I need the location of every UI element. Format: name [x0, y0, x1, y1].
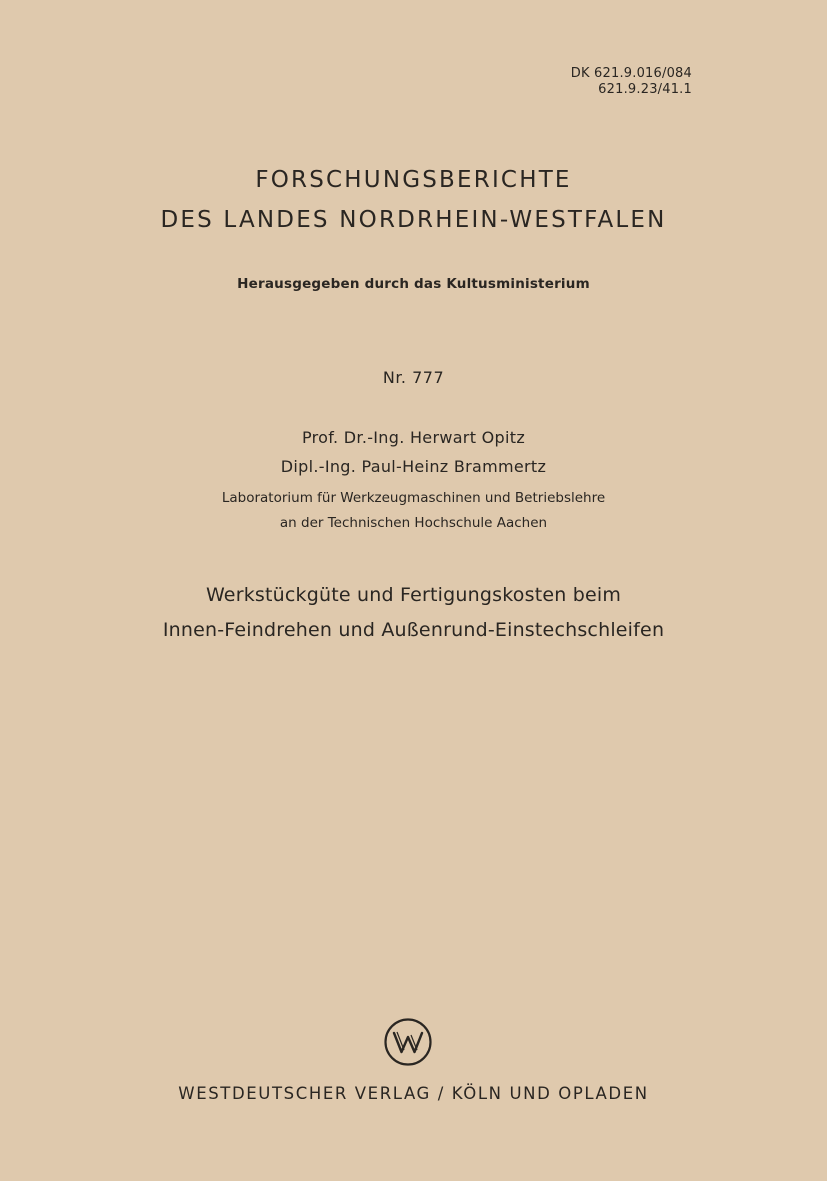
classification-line-2: 621.9.23/41.1	[598, 82, 692, 97]
author-2: Dipl.-Ing. Paul-Heinz Brammertz	[280, 457, 547, 476]
report-number: Nr. 777	[382, 368, 445, 387]
classification-line-1: DK 621.9.016/084	[570, 66, 692, 81]
series-title-line-2: DES LANDES NORDRHEIN-WESTFALEN	[160, 207, 667, 233]
series-title	[0, 160, 827, 240]
report-title-line-2: Innen-Feindrehen und Außenrund-Einstechschleifen	[162, 619, 665, 641]
institute-line-2: an der Technischen Hochschule Aachen	[279, 515, 548, 531]
report-title	[0, 578, 827, 648]
classification-code	[571, 66, 692, 98]
institute	[0, 486, 827, 536]
authors	[0, 423, 827, 481]
report-title-line-1: Werkstückgüte und Fertigungskosten beim	[205, 584, 622, 606]
author-1: Prof. Dr.-Ing. Herwart Opitz	[301, 428, 526, 447]
series-title-line-1: FORSCHUNGSBERICHTE	[255, 167, 572, 193]
series-editor: Herausgegeben durch das Kultusministerium	[237, 276, 590, 292]
publisher-logo-icon	[383, 1017, 433, 1067]
institute-line-1: Laboratorium für Werkzeugmaschinen und Betriebslehre	[221, 490, 606, 506]
publisher-imprint: WESTDEUTSCHER VERLAG / KÖLN UND OPLADEN	[178, 1084, 649, 1103]
